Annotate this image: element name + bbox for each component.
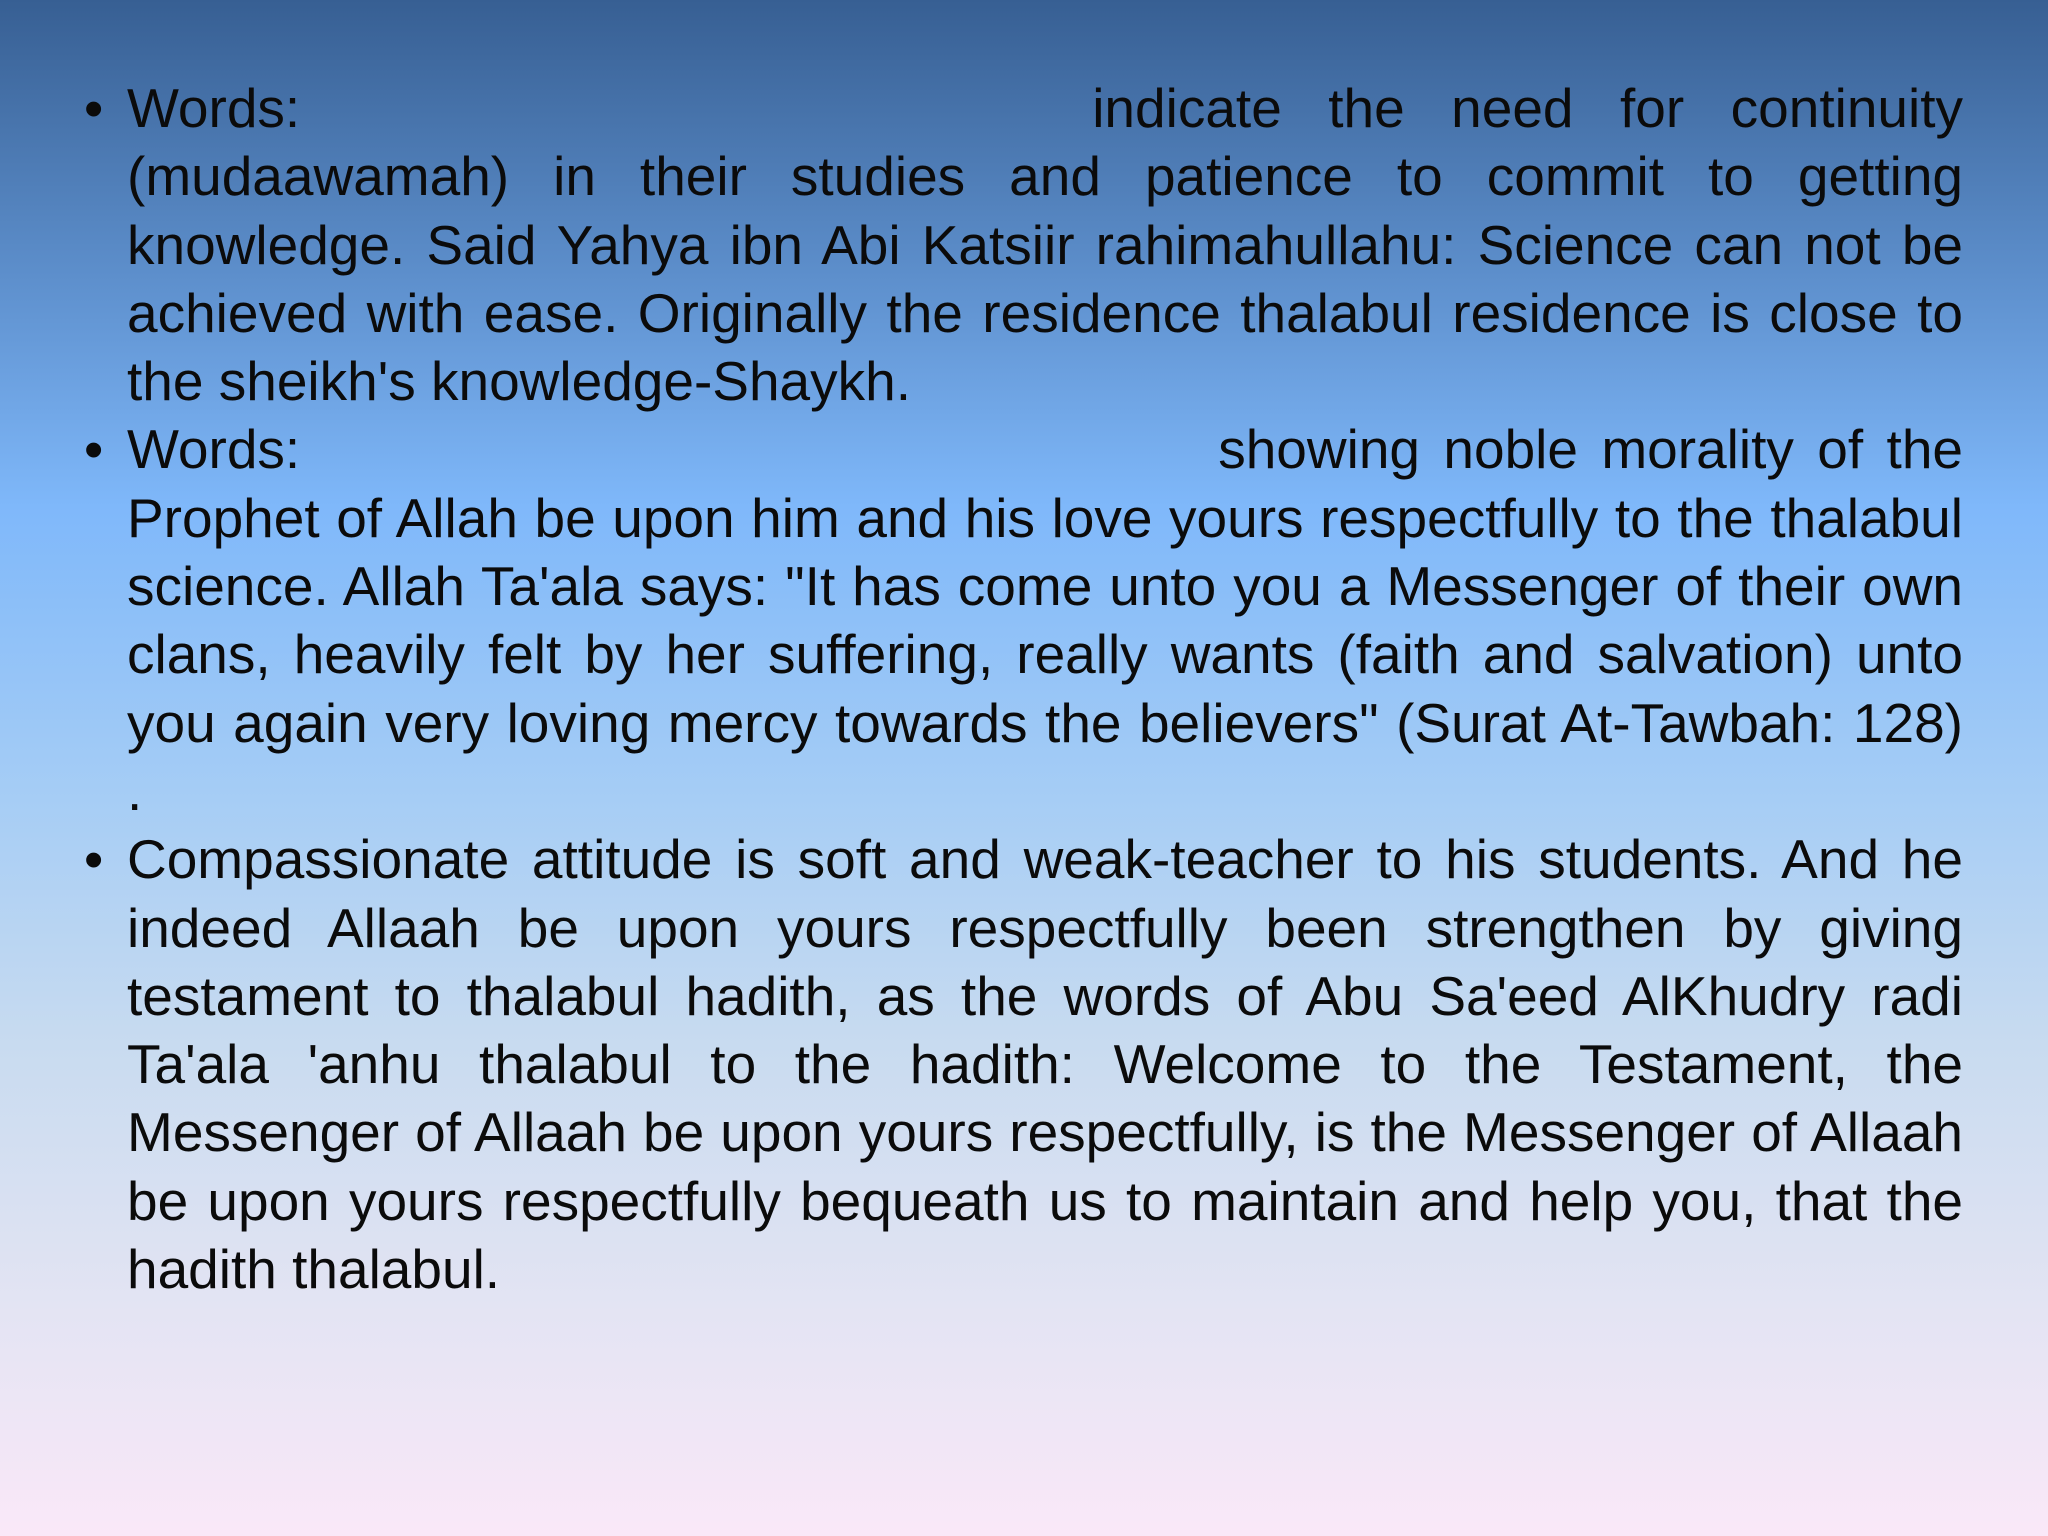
bullet-item <box>84 825 1963 1303</box>
bullet-item <box>84 74 1963 415</box>
bullet-text <box>127 74 1963 415</box>
bullet-text <box>127 415 1963 825</box>
bullet-marker: • <box>84 418 104 481</box>
bullet-body: indicate the need for continuity (mudaawamah) in their studies and patience to commit to getting knowledge. Said Yahya ibn Abi Katsiir rahimahullahu: Science can not be achieved with ease. Originally the residence thalabul residence is close to the sheikh's knowledge-Shaykh. <box>127 77 1963 413</box>
bullet-body: showing noble morality of the Prophet of Allah be upon him and his love yours respectfully to the thalabul science. Allah Ta'ala says: "It has come unto you a Messenger of their own clans, heavily felt by her suffering, really wants (faith and salvation) unto you again very loving mercy towards the believers" (Surat At-Tawbah: 128) . <box>127 418 1963 822</box>
bullet-list <box>84 74 1963 1303</box>
bullet-marker: • <box>84 828 104 891</box>
bullet-label: Words: <box>127 77 301 139</box>
bullet-text <box>127 825 1963 1303</box>
bullet-item <box>84 415 1963 825</box>
bullet-label: Words: <box>127 418 301 481</box>
bullet-marker: • <box>84 77 104 139</box>
bullet-body: Compassionate attitude is soft and weak-teacher to his students. And he indeed Allaah be upon yours respectfully been strengthen by giving testament to thalabul hadith, as the words of Abu Sa'eed AlKhudry radi Ta'ala 'anhu thalabul to the hadith: Welcome to the Testament, the Messenger of Allaah be upon yours respectfully, is the Messenger of Allaah be upon yours respectfully bequeath us to maintain and help you, that the hadith thalabul. <box>127 828 1963 1301</box>
